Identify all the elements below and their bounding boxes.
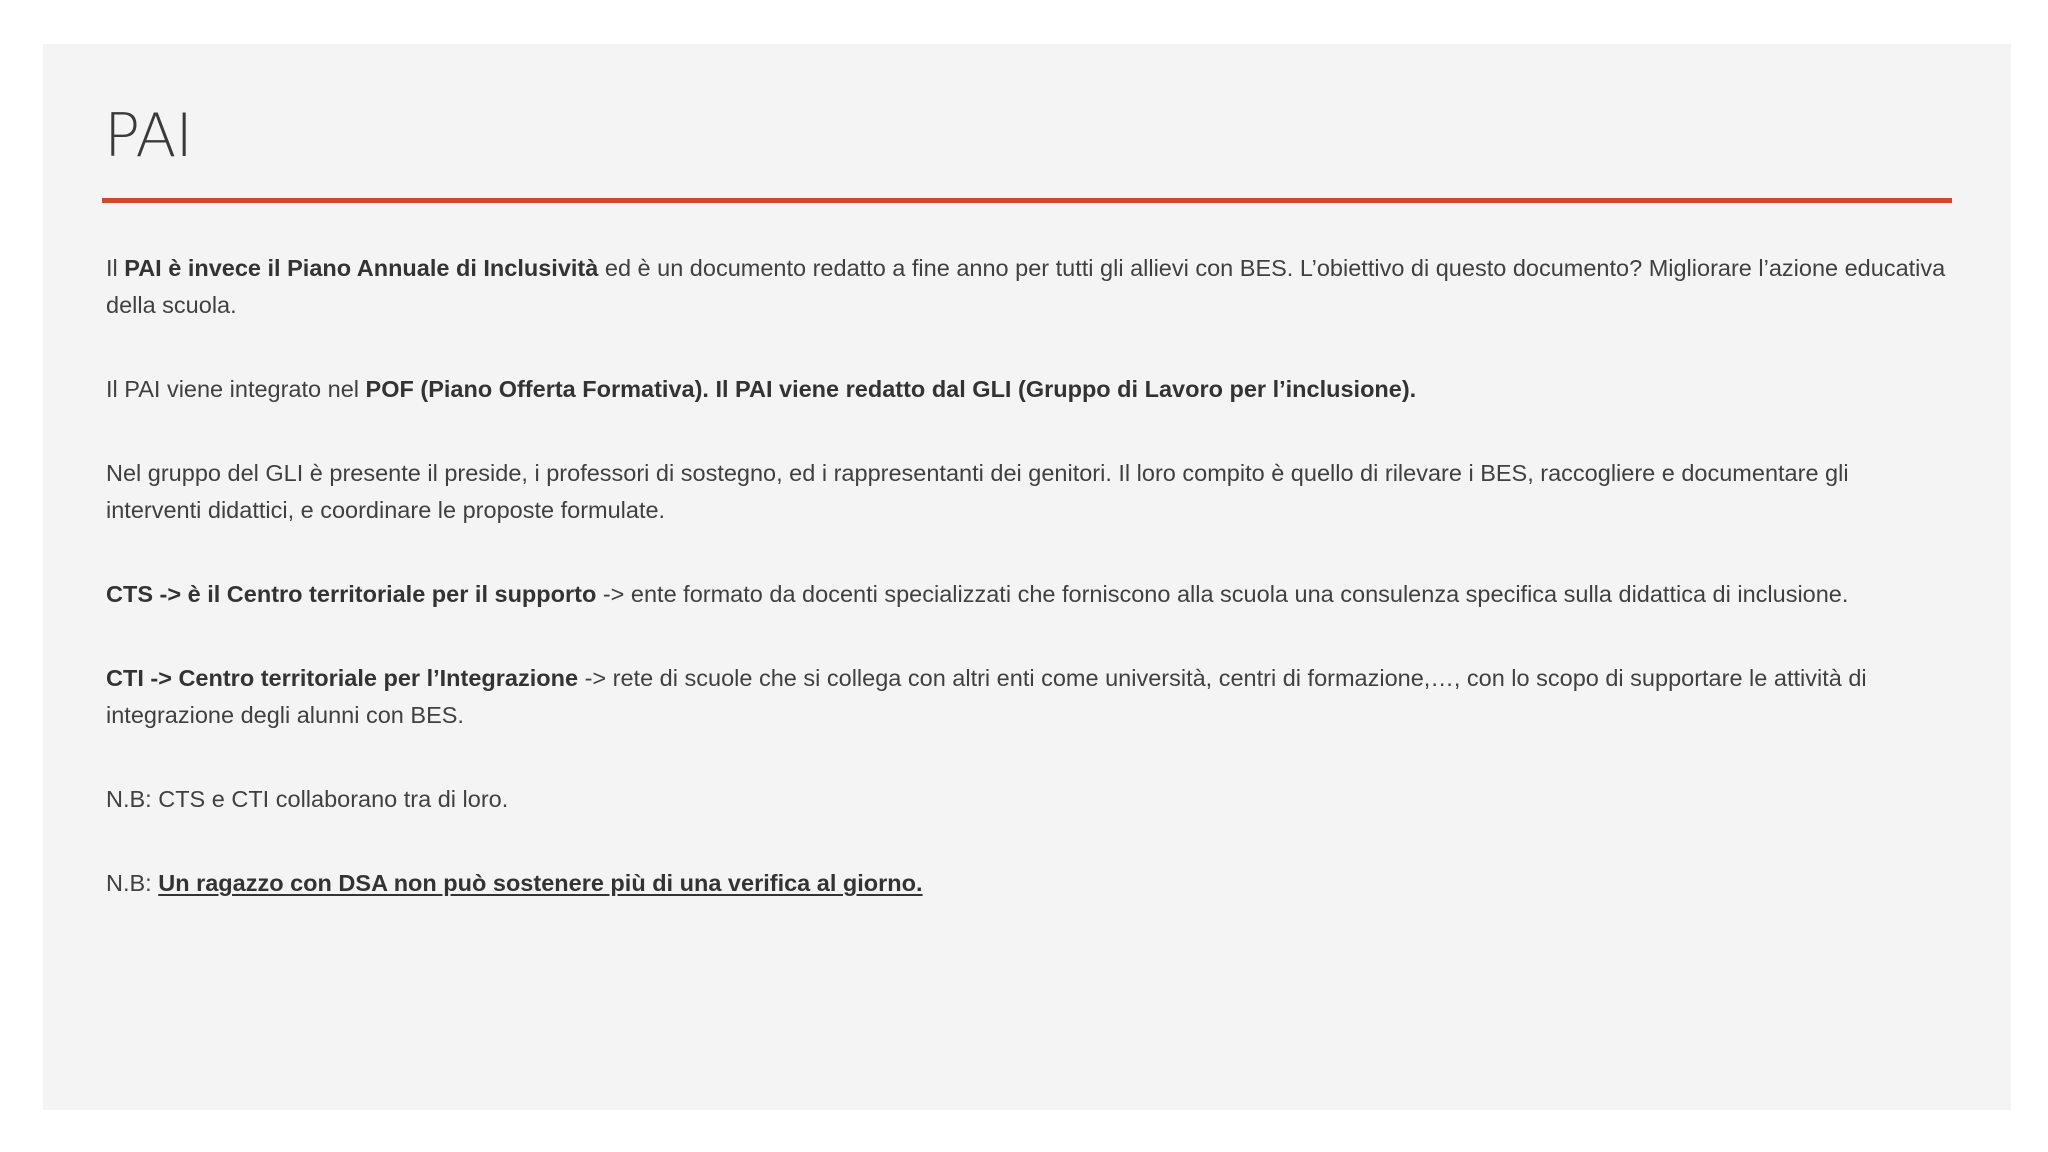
paragraph-bold-text: CTS -> è il Centro territoriale per il supporto — [106, 581, 597, 607]
paragraph-bold-text: CTI -> Centro territoriale per l’Integrazione — [106, 665, 579, 691]
paragraph-cti — [106, 660, 1946, 734]
paragraph-bold-text: PAI è invece il Piano Annuale di Inclusività — [124, 255, 599, 281]
paragraph-text: Nel gruppo del GLI è presente il preside, i professori di sostegno, ed i rappresentanti dei genitori. Il loro compito è quello di rilevare i BES, raccogliere e documentare gli interventi didattici, e coordinare le proposte formulate. — [106, 460, 1849, 523]
paragraph-text: N.B: CTS e CTI collaborano tra di loro. — [106, 786, 509, 812]
paragraph-bold-underlined-text: Un ragazzo con DSA non può sostenere più di una verifica al giorno. — [158, 870, 923, 896]
paragraph-gli — [106, 455, 1946, 529]
paragraph-bold-text: POF (Piano Offerta Formativa). Il PAI viene redatto dal GLI (Gruppo di Lavoro per l’inclusione). — [365, 376, 1417, 402]
paragraph-text: ed è un documento redatto a fine anno per tutti gli allievi con BES. L’obiettivo di questo documento? Migliorare l’azione educativa della scuola. — [106, 255, 1946, 318]
paragraph-pai-pof — [106, 371, 1946, 408]
slide-body — [106, 250, 1946, 949]
paragraph-text: -> ente formato da docenti specializzati che forniscono alla scuola una consulenza specifica sulla didattica di inclusione. — [596, 581, 1849, 607]
paragraph-text: -> rete di scuole che si collega con altri enti come università, centri di formazione,…, con lo scopo di supportare le attività di integrazione degli alunni con BES. — [106, 665, 1867, 728]
paragraph-text: Il — [106, 255, 125, 281]
paragraph-pai-definition — [106, 250, 1946, 324]
paragraph-nb-dsa — [106, 865, 1946, 902]
paragraph-nb-collaboration — [106, 781, 1946, 818]
paragraph-text: Il PAI viene integrato nel — [106, 376, 366, 402]
paragraph-text: N.B: — [106, 870, 159, 896]
title-divider — [102, 198, 1952, 203]
slide — [43, 44, 2011, 1110]
paragraph-bold-underlined-wrapper — [158, 870, 922, 896]
paragraph-cts — [106, 576, 1946, 613]
slide-title: PAI — [104, 101, 193, 171]
